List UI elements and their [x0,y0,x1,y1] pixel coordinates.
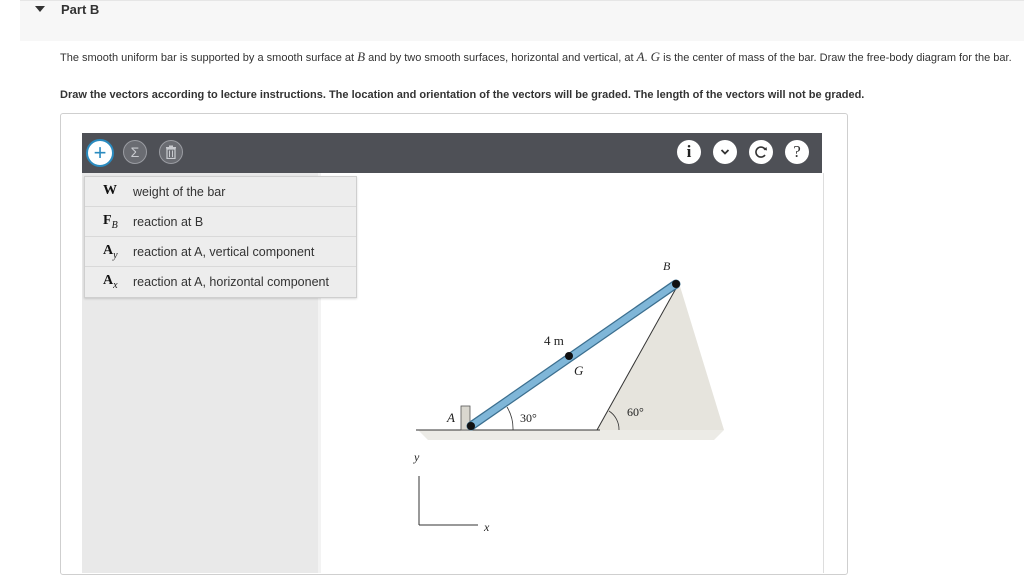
menu-item-label: reaction at A, vertical component [133,244,315,259]
help-icon[interactable]: ? [785,140,809,164]
ground-hatch [418,430,724,440]
angle-arc-30 [507,407,513,430]
label-a: A [447,410,455,425]
axis-x-label: x [484,520,490,534]
plus-icon[interactable]: + [86,139,114,167]
menu-item-label: reaction at A, horizontal component [133,275,329,289]
vector-symbol: $F_B$ [103,212,118,231]
point-g [565,352,573,360]
part-title: Part B [61,2,100,17]
inclined-support [597,283,724,430]
info-icon[interactable]: i [677,140,701,164]
vector-symbol: W [103,182,117,198]
point-a [467,422,475,430]
axis-y-label: y [414,450,420,464]
label-length: 4 m [544,333,564,348]
vector-symbol: $A_x$ [103,273,118,291]
menu-item-label: weight of the bar [133,184,226,199]
vector-symbol: $A_y$ [103,242,118,261]
problem-statement: The smooth uniform bar is supported by a smooth surface at B and by two smooth surfaces, horizontal and vertical, at A. G is the center of mass of the bar. Draw the free-body diagram for the bar. [60,49,1012,64]
point-b [672,280,680,288]
instructions: Draw the vectors according to lecture instructions. The location and orientation of the vectors will be graded. The length of the vectors will not be graded. [60,89,865,101]
label-angle-60: 60° [627,405,644,419]
label-g: G [574,363,584,378]
label-angle-30: 30° [520,411,537,425]
menu-item-label: reaction at B [133,214,204,229]
sigma-icon[interactable]: Σ [123,140,147,164]
label-b: B [663,259,671,273]
